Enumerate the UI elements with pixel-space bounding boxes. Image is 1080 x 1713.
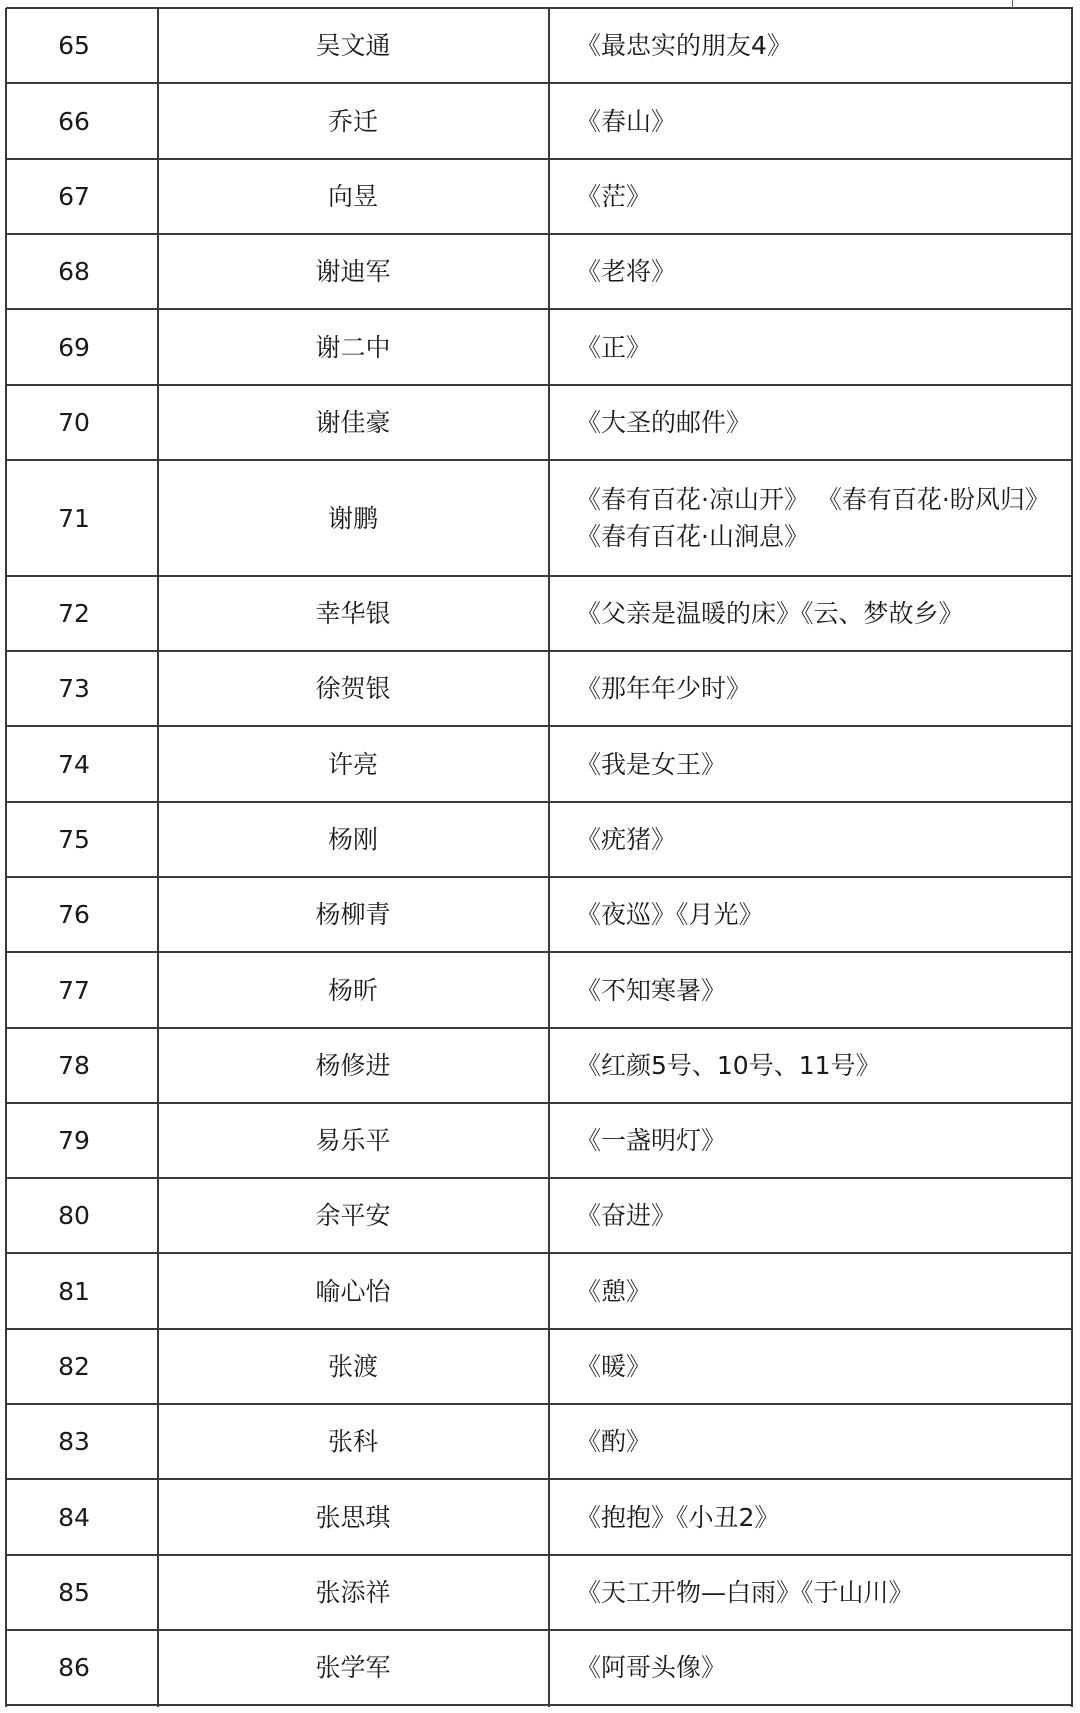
row-number: 67 bbox=[58, 182, 90, 211]
row-border bbox=[6, 1328, 1073, 1330]
row-border bbox=[6, 1403, 1073, 1405]
work-titles bbox=[549, 385, 1072, 460]
table-row bbox=[6, 1404, 1072, 1479]
column-border bbox=[5, 8, 7, 1707]
author-name: 谢鹏 bbox=[327, 503, 378, 533]
work-titles bbox=[549, 83, 1072, 159]
table-row bbox=[6, 1028, 1072, 1103]
row-number: 66 bbox=[58, 106, 90, 136]
work-title: 《父亲是温暖的床》《云、梦故乡》 bbox=[576, 599, 964, 628]
work-title: 《老将》 bbox=[576, 257, 677, 286]
table-row bbox=[6, 8, 1072, 83]
row-border bbox=[6, 308, 1073, 310]
work-titles bbox=[549, 8, 1072, 83]
work-title: 《憩》 bbox=[576, 1276, 652, 1306]
work-title: 《抱抱》《小丑2》 bbox=[576, 1502, 780, 1532]
work-title: 《那年年少时》 bbox=[576, 674, 752, 703]
work-titles bbox=[549, 952, 1072, 1028]
page-corner-mark bbox=[1012, 0, 1013, 8]
author-name: 徐贺银 bbox=[315, 674, 391, 703]
row-border bbox=[6, 7, 1073, 9]
table-row bbox=[6, 952, 1072, 1028]
work-titles bbox=[549, 1329, 1072, 1404]
row-border bbox=[6, 575, 1073, 577]
row-border bbox=[6, 1629, 1073, 1631]
author-name: 向昱 bbox=[327, 182, 378, 211]
row-number: 71 bbox=[58, 503, 90, 533]
work-title: 《夜巡》《月光》 bbox=[576, 900, 764, 929]
row-number: 86 bbox=[58, 1653, 90, 1682]
author-name: 张学军 bbox=[315, 1653, 391, 1682]
author-name: 杨刚 bbox=[327, 825, 378, 854]
work-titles bbox=[549, 1178, 1072, 1253]
work-titles bbox=[549, 877, 1072, 952]
table-row bbox=[6, 1555, 1072, 1630]
row-number: 77 bbox=[58, 975, 90, 1005]
work-title: 《我是女王》 bbox=[576, 749, 727, 779]
table-row bbox=[6, 576, 1072, 651]
row-border bbox=[6, 650, 1073, 652]
row-number: 68 bbox=[58, 257, 90, 286]
table-row bbox=[6, 460, 1072, 576]
row-border bbox=[6, 384, 1073, 386]
work-title: 《天工开物—白雨》《于山川》 bbox=[576, 1578, 914, 1607]
work-titles bbox=[549, 309, 1072, 385]
row-border bbox=[6, 1252, 1073, 1254]
table-row bbox=[6, 234, 1072, 309]
work-title: 《春有百花·山涧息》 bbox=[576, 522, 809, 551]
author-name: 杨昕 bbox=[327, 975, 378, 1005]
author-name: 余平安 bbox=[315, 1201, 391, 1230]
work-title: 《酌》 bbox=[576, 1427, 652, 1456]
work-title: 《一盏明灯》 bbox=[576, 1126, 727, 1155]
row-number: 79 bbox=[58, 1126, 90, 1155]
author-name: 易乐平 bbox=[315, 1126, 391, 1155]
table-row bbox=[6, 83, 1072, 159]
work-titles bbox=[549, 1630, 1072, 1705]
row-border bbox=[6, 1704, 1073, 1706]
table-row bbox=[6, 309, 1072, 385]
work-titles bbox=[549, 651, 1072, 726]
author-name: 谢迪军 bbox=[315, 257, 391, 286]
work-titles bbox=[549, 802, 1072, 877]
row-border bbox=[6, 233, 1073, 235]
work-title: 《阿哥头像》 bbox=[576, 1653, 727, 1682]
author-name: 谢佳豪 bbox=[315, 408, 391, 437]
row-border bbox=[6, 1027, 1073, 1029]
work-titles bbox=[549, 576, 1072, 651]
row-border bbox=[6, 1478, 1073, 1480]
author-name: 谢二中 bbox=[315, 332, 391, 362]
table-row bbox=[6, 385, 1072, 460]
work-titles bbox=[549, 159, 1072, 234]
row-number: 82 bbox=[58, 1352, 90, 1381]
row-number: 80 bbox=[58, 1201, 90, 1230]
work-titles bbox=[549, 460, 1072, 576]
row-border bbox=[6, 158, 1073, 160]
row-number: 70 bbox=[58, 408, 90, 437]
row-number: 84 bbox=[58, 1502, 90, 1532]
work-titles bbox=[549, 1253, 1072, 1329]
row-number: 83 bbox=[58, 1427, 90, 1456]
work-title: 《正》 bbox=[576, 332, 652, 362]
row-number: 76 bbox=[58, 900, 90, 929]
author-name: 张思琪 bbox=[315, 1502, 391, 1532]
work-title: 《最忠实的朋友4》 bbox=[576, 31, 792, 60]
row-border bbox=[6, 82, 1073, 84]
table-row bbox=[6, 802, 1072, 877]
table-row bbox=[6, 651, 1072, 726]
row-border bbox=[6, 801, 1073, 803]
table-row bbox=[6, 877, 1072, 952]
row-number: 65 bbox=[58, 31, 90, 60]
table-row bbox=[6, 1253, 1072, 1329]
column-border bbox=[1071, 8, 1073, 1707]
row-number: 81 bbox=[58, 1276, 90, 1306]
work-titles bbox=[549, 1404, 1072, 1479]
author-name: 乔迁 bbox=[327, 106, 378, 136]
row-number: 78 bbox=[58, 1051, 90, 1080]
row-border bbox=[6, 951, 1073, 953]
work-title: 《春有百花·凉山开》 《春有百花·盼风归》 bbox=[576, 485, 1050, 514]
work-title: 《疣猪》 bbox=[576, 825, 677, 854]
table-row bbox=[6, 1103, 1072, 1178]
table-row bbox=[6, 1630, 1072, 1705]
work-titles bbox=[549, 234, 1072, 309]
author-name: 吴文通 bbox=[315, 31, 391, 60]
work-titles bbox=[549, 1479, 1072, 1555]
work-titles bbox=[549, 1555, 1072, 1630]
column-border bbox=[548, 8, 550, 1707]
row-number: 85 bbox=[58, 1578, 90, 1607]
work-title: 《大圣的邮件》 bbox=[576, 408, 752, 437]
row-border bbox=[6, 1177, 1073, 1179]
row-number: 73 bbox=[58, 674, 90, 703]
author-name: 张渡 bbox=[327, 1352, 378, 1381]
author-name: 幸华银 bbox=[315, 599, 391, 628]
row-number: 69 bbox=[58, 332, 90, 362]
table-row bbox=[6, 726, 1072, 802]
work-titles bbox=[549, 726, 1072, 802]
table-row bbox=[6, 159, 1072, 234]
author-name: 张科 bbox=[327, 1427, 378, 1456]
author-name: 杨修进 bbox=[315, 1051, 391, 1080]
work-titles bbox=[549, 1028, 1072, 1103]
column-border bbox=[157, 8, 159, 1707]
work-titles bbox=[549, 1103, 1072, 1178]
work-title: 《春山》 bbox=[576, 106, 677, 136]
work-title: 《茫》 bbox=[576, 182, 652, 211]
author-name: 许亮 bbox=[327, 749, 378, 779]
author-name: 杨柳青 bbox=[315, 900, 391, 929]
table-row bbox=[6, 1329, 1072, 1404]
row-border bbox=[6, 1554, 1073, 1556]
row-border bbox=[6, 459, 1073, 461]
table-row bbox=[6, 1479, 1072, 1555]
work-title: 《红颜5号、10号、11号》 bbox=[576, 1051, 881, 1080]
work-title: 《奋进》 bbox=[576, 1201, 677, 1230]
row-number: 72 bbox=[58, 599, 90, 628]
author-name: 喻心怡 bbox=[315, 1276, 391, 1306]
row-number: 75 bbox=[58, 825, 90, 854]
work-title: 《暖》 bbox=[576, 1352, 652, 1381]
row-border bbox=[6, 876, 1073, 878]
work-title: 《不知寒暑》 bbox=[576, 975, 727, 1005]
row-number: 74 bbox=[58, 749, 90, 779]
row-border bbox=[6, 725, 1073, 727]
row-border bbox=[6, 1102, 1073, 1104]
author-name: 张添祥 bbox=[315, 1578, 391, 1607]
table-row bbox=[6, 1178, 1072, 1253]
